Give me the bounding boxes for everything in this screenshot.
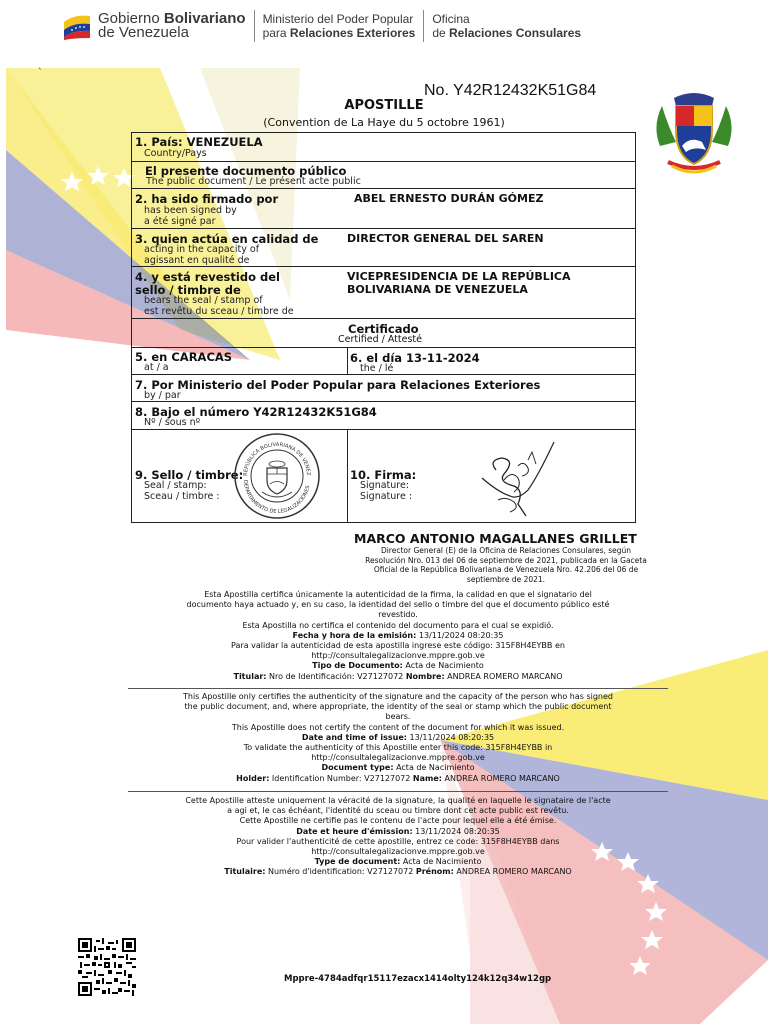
row-by	[132, 374, 635, 401]
row-certified	[132, 318, 635, 347]
seal-label2: sello / timbre de	[135, 283, 241, 297]
row-place-date	[132, 347, 635, 374]
date-label: 6. el día 13-11-2024	[350, 351, 480, 365]
en-line3: bears.	[385, 712, 411, 722]
ministry-line2b: Relaciones Exteriores	[289, 26, 416, 40]
en-issue-value: 13/11/2024 08:20:35	[407, 732, 495, 742]
es-line4: Esta Apostilla no certifica el contenido del documento para el cual se expidió.	[242, 620, 554, 630]
seal-sub1: bears the seal / stamp of	[144, 295, 263, 306]
signer-desc-1: Director General (E) de la Oficina de Relaciones Consulares, según	[380, 546, 632, 555]
es-holder-id: Nro de Identificación: V27127072	[266, 671, 406, 681]
seal-sub2: est revêtu du sceau / timbre de	[144, 306, 294, 317]
number-sub: Nº / sous nº	[144, 417, 201, 428]
signature-sub1: Signature:	[360, 480, 410, 491]
seal-value2: BOLIVARIANA DE VENEZUELA	[347, 283, 528, 296]
place-cell	[132, 348, 348, 375]
document-label: El presente documento público	[145, 164, 347, 178]
en-type-label: Document type:	[321, 763, 394, 773]
date-cell	[348, 348, 635, 375]
signature-sub2: Signature :	[360, 491, 413, 502]
official-seal-stamp	[232, 430, 322, 522]
fr-line3: Cette Apostille ne certifie pas le contenu de l'acte pour lequel elle a été émise.	[239, 816, 557, 826]
en-url: http://consultalegalizacionve.mppre.gob.ve	[311, 753, 485, 763]
es-url: http://consultalegalizacionve.mppre.gob.ve	[311, 651, 485, 661]
certified-sub: Certified / Attesté	[338, 334, 422, 345]
stray-mark: `	[38, 68, 43, 78]
signed-label: 2. ha sido firmado por	[135, 192, 279, 206]
row-seal	[132, 266, 635, 318]
signature-cell	[348, 430, 635, 523]
french-block	[128, 796, 668, 878]
signer-desc-3: Oficial de la República Bolivariana de Venezuela Nro. 42.206 del 06 de	[373, 565, 639, 574]
row-document	[132, 161, 635, 188]
es-holder-label: Titular:	[233, 671, 267, 681]
stamp-sub1: Seal / stamp:	[144, 480, 207, 491]
es-type-label: Tipo de Documento:	[312, 661, 403, 671]
ministry-line2a: para	[262, 26, 290, 40]
svg-text:REPÚBLICA BOLIVARIANA DE VENEZ	[232, 430, 311, 476]
en-holder-label: Holder:	[236, 773, 270, 783]
seal-value1: VICEPRESIDENCIA DE LA REPÚBLICA	[347, 270, 571, 283]
certified-label: Certificado	[348, 322, 419, 336]
row-signed	[132, 188, 635, 228]
row-country	[132, 133, 635, 161]
document-sub: The public document / Le présent acte public	[146, 176, 361, 187]
row-seal-signature	[132, 429, 635, 522]
spanish-block	[128, 590, 668, 682]
en-line2: the public document, and, where appropriate, the identity of the seal or stamp which the public document	[184, 702, 612, 712]
apostille-title: APOSTILLE	[344, 98, 424, 113]
en-issue-label: Date and time of issue:	[301, 732, 407, 742]
gob-text-bold: Bolivariano	[163, 10, 246, 27]
es-issue-label: Fecha y hora de la emisión:	[292, 630, 417, 640]
es-validate: Para validar la autenticidad de esta apostilla ingrese este código: 315F8H4EYBB en	[231, 641, 565, 651]
fr-holder-label: Titulaire:	[224, 867, 266, 877]
stamp-cell	[132, 430, 348, 523]
es-line3: revestido.	[378, 610, 418, 620]
fr-url: http://consultalegalizacionve.mppre.gob.ve	[311, 847, 485, 857]
seal-ring-top: REPÚBLICA BOLIVARIANA DE VENEZ	[242, 441, 312, 477]
qr-code-icon[interactable]	[78, 938, 136, 996]
capacity-label: 3. quien actúa en calidad de	[135, 232, 319, 246]
place-sub: at / a	[144, 362, 169, 373]
apostille-table	[131, 132, 636, 523]
fr-name-label: Prénom:	[415, 867, 454, 877]
row-number	[132, 401, 635, 429]
fr-issue-value: 13/11/2024 08:20:35	[412, 826, 500, 836]
signed-value: ABEL ERNESTO DURÁN GÓMEZ	[354, 192, 544, 205]
office-line1: Oficina	[432, 12, 470, 26]
en-name-label: Name:	[412, 773, 442, 783]
fr-validate: Pour valider l'authenticité de cette apostille, entrez ce code: 315F8H4EYBB dans	[236, 836, 560, 846]
en-validate: To validate the authenticity of this Apostille enter this code: 315F8H4EYBB in	[243, 743, 553, 753]
en-type-value: Acta de Nacimiento	[393, 763, 475, 773]
gob-text: Gobierno	[98, 10, 164, 27]
es-line1: Esta Apostilla certifica únicamente la autenticidad de la firma, la calidad en que el signatario del	[204, 590, 592, 599]
capacity-value: DIRECTOR GENERAL DEL SAREN	[347, 232, 544, 245]
apostille-number: No. Y42R12432K51G84	[424, 82, 597, 99]
ministry-line1: Ministerio del Poder Popular	[262, 12, 414, 26]
convention-subtitle: (Convention de La Haye du 5 octobre 1961)	[263, 116, 505, 129]
signed-sub2: a été signé par	[144, 216, 216, 227]
es-type-value: Acta de Nacimiento	[402, 661, 484, 671]
fr-type-value: Acta de Nacimiento	[400, 857, 482, 867]
gob-text-line2: de Venezuela	[98, 24, 189, 41]
fr-holder-id: Numéro d'identification: V27127072	[265, 867, 416, 877]
signer-desc-4: septiembre de 2021.	[466, 574, 546, 584]
by-sub: by / par	[144, 390, 181, 401]
fr-line1: Cette Apostille atteste uniquement la véracité de la signature, la qualité en laquelle le signataire de l'acte	[185, 796, 611, 805]
divider	[128, 688, 668, 689]
stamp-sub2: Sceau / timbre :	[144, 491, 220, 502]
signature-label: 10. Firma:	[350, 468, 417, 482]
fr-issue-label: Date et heure d'émission:	[296, 826, 413, 836]
seal-label1: 4. y está revestido del	[135, 270, 280, 284]
en-line4: This Apostille does not certify the content of the document for which it was issued.	[231, 722, 565, 732]
date-sub: the / lé	[360, 363, 394, 374]
en-holder-id: Identification Number: V27127072	[269, 773, 413, 783]
es-line2: documento haya actuado y, en su caso, la identidad del sello o timbre del que el documento público esté	[186, 600, 610, 610]
capacity-sub2: agissant en qualité de	[144, 255, 250, 266]
divider	[128, 791, 668, 792]
verification-code: Mppre-4784adfqr15117ezacx1414olty124k12q34w12gp	[284, 974, 552, 984]
country-label: 1. País: VENEZUELA	[135, 135, 263, 149]
signed-sub1: has been signed by	[144, 205, 237, 216]
stamp-label: 9. Sello / timbre:	[135, 468, 244, 482]
es-name-label: Nombre:	[405, 671, 445, 681]
signer-description	[356, 546, 656, 584]
fr-name-value: ANDREA ROMERO MARCANO	[453, 867, 572, 877]
coat-of-arms-icon	[646, 86, 742, 182]
office-line2a: de	[432, 26, 450, 40]
country-sub: Country/Pays	[144, 148, 207, 159]
es-issue-value: 13/11/2024 08:20:35	[416, 630, 504, 640]
handwritten-signature	[458, 430, 588, 522]
en-line1: This Apostille only certifies the authenticity of the signature and the capacity of the person who has signed	[182, 692, 613, 701]
place-label: 5. en CARACAS	[135, 350, 233, 364]
row-capacity	[132, 228, 635, 266]
fr-line2: a agi et, le cas échéant, l'identité du sceau ou timbre dont cet acte public est revêtu.	[227, 806, 569, 816]
number-label: 8. Bajo el número Y42R12432K51G84	[135, 405, 377, 419]
fr-type-label: Type de document:	[314, 857, 401, 867]
en-name-value: ANDREA ROMERO MARCANO	[441, 773, 560, 783]
es-name-value: ANDREA ROMERO MARCANO	[444, 671, 563, 681]
capacity-sub1: acting in the capacity of	[144, 244, 260, 255]
signer-desc-2: Resolución Nro. 013 del 06 de septiembre de 2021, publicada en la Gaceta	[365, 555, 647, 565]
english-block	[128, 692, 668, 784]
seal-ring-bottom: DEPARTAMENTO DE LEGALIZACIONES	[241, 479, 312, 516]
by-label: 7. Por Ministerio del Poder Popular para Relaciones Exteriores	[135, 378, 541, 392]
office-line2b: Relaciones Consulares	[449, 26, 582, 40]
signer-name: MARCO ANTONIO MAGALLANES GRILLET	[354, 531, 637, 546]
